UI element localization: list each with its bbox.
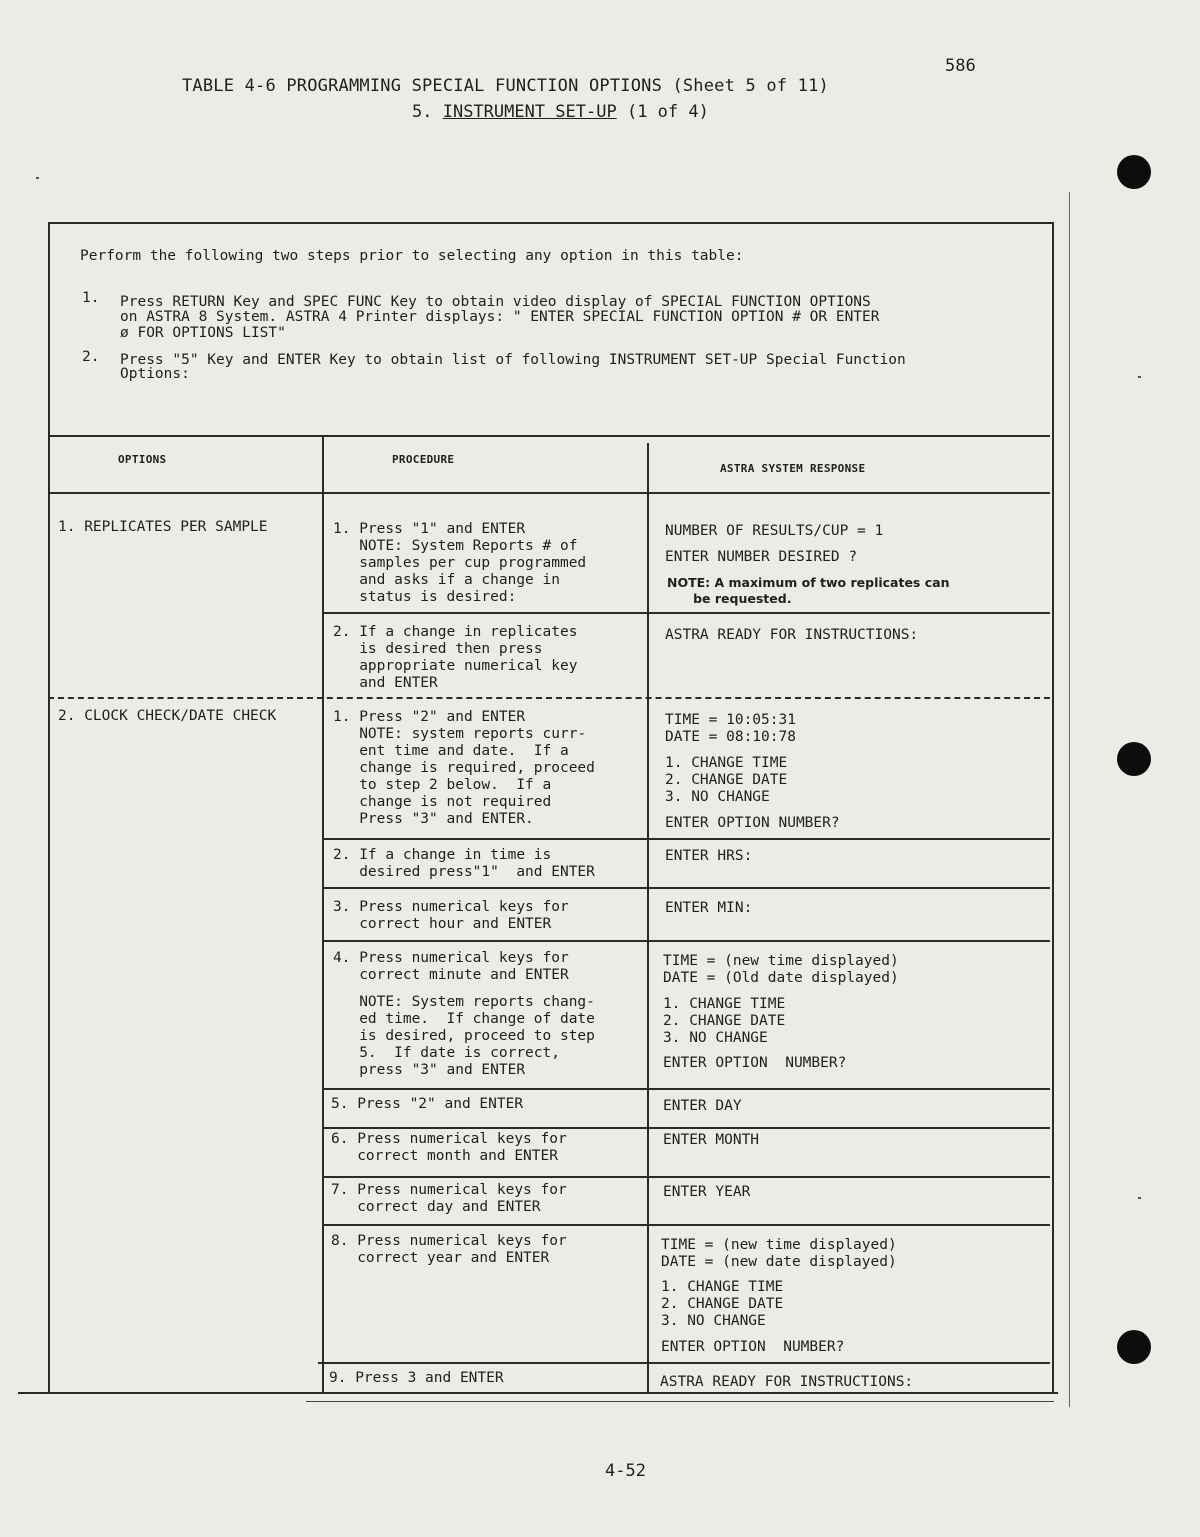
procedure-line: correct month and ENTER (331, 1148, 558, 1164)
grid-line (48, 435, 1050, 437)
grid-line (322, 1176, 1050, 1178)
response-block (665, 712, 796, 746)
page-number: 586 (945, 56, 976, 76)
procedure-line: change is not required (333, 794, 552, 810)
response-line: 2. CHANGE DATE (661, 1296, 784, 1312)
response-line: TIME = 10:05:31 (665, 712, 796, 728)
response-line: ENTER OPTION NUMBER? (661, 1339, 845, 1355)
response-line: 3. NO CHANGE (661, 1313, 766, 1329)
response-line: ENTER OPTION NUMBER? (665, 815, 840, 831)
procedure-line: 5. If date is correct, (333, 1045, 560, 1061)
procedure-line: 7. Press numerical keys for (331, 1182, 567, 1198)
procedure-line: and asks if a change in (333, 572, 560, 588)
procedure-cell (331, 1131, 567, 1165)
response-line: TIME = (new time displayed) (663, 953, 899, 969)
response-line: ASTRA READY FOR INSTRUCTIONS: (665, 627, 919, 643)
procedure-cell (331, 1233, 567, 1267)
procedure-note (333, 994, 595, 1079)
table-bottom-rule (306, 1401, 1054, 1402)
response-line: ENTER HRS: (665, 848, 753, 864)
procedure-line: and ENTER (333, 675, 438, 691)
procedure-cell (331, 1182, 567, 1216)
procedure-line: correct minute and ENTER (333, 967, 569, 983)
procedure-line: correct hour and ENTER (333, 916, 552, 932)
procedure-line: press "3" and ENTER (333, 1062, 526, 1078)
procedure-line: 1. Press "2" and ENTER (333, 709, 526, 725)
section-sheet: (1 of 4) (616, 102, 709, 122)
procedure-cell (333, 709, 595, 828)
response-line: DATE = 08:10:78 (665, 729, 796, 745)
margin-mark (1138, 1197, 1141, 1199)
procedure-cell (333, 624, 577, 692)
grid-line (322, 612, 1050, 614)
binder-hole-bottom (1117, 1330, 1151, 1364)
procedure-line: NOTE: system reports curr- (333, 726, 587, 742)
option-clock-date-check: 2. CLOCK CHECK/DATE CHECK (58, 708, 277, 724)
response-line: ENTER OPTION NUMBER? (663, 1055, 847, 1071)
section-name: INSTRUMENT SET-UP (442, 102, 617, 122)
response-block (665, 755, 787, 806)
response-line: TIME = (new time displayed) (661, 1237, 897, 1253)
response-line: 2. CHANGE DATE (665, 772, 788, 788)
response-line: ENTER MONTH (663, 1132, 760, 1148)
step2-line1: Press "5" Key and ENTER Key to obtain list of following INSTRUMENT SET-UP Special Function (120, 352, 906, 368)
intro-lead: Perform the following two steps prior to selecting any option in this table: (80, 248, 744, 264)
procedure-line: 9. Press 3 and ENTER (329, 1370, 504, 1386)
procedure-line: to step 2 below. If a (333, 777, 552, 793)
response-line: 3. NO CHANGE (665, 789, 770, 805)
note-line: be requested. (667, 591, 792, 606)
procedure-line: NOTE: System Reports # of (333, 538, 578, 554)
binder-hole-top (1117, 155, 1151, 189)
grid-line (48, 697, 1050, 699)
note-line: NOTE: A maximum of two replicates can (667, 575, 950, 590)
procedure-line: samples per cup programmed (333, 555, 587, 571)
response-line: 1. CHANGE TIME (665, 755, 788, 771)
margin-mark (1138, 376, 1141, 378)
response-line: NUMBER OF RESULTS/CUP = 1 (665, 523, 884, 539)
grid-line (322, 1127, 1050, 1129)
option-replicates-per-sample: 1. REPLICATES PER SAMPLE (58, 519, 268, 535)
table-bottom-rule (18, 1392, 1058, 1394)
procedure-line: correct year and ENTER (331, 1250, 550, 1266)
grid-line (322, 1224, 1050, 1226)
grid-line (322, 1088, 1050, 1090)
response-line: ENTER MIN: (665, 900, 753, 916)
table-title: TABLE 4-6 PROGRAMMING SPECIAL FUNCTION OPTIONS (Sheet 5 of 11) (182, 76, 829, 96)
response-line: ENTER YEAR (663, 1184, 751, 1200)
procedure-line: 2. If a change in time is (333, 847, 552, 863)
procedure-line: Press "3" and ENTER. (333, 811, 534, 827)
response-line: 1. CHANGE TIME (661, 1279, 784, 1295)
procedure-line: status is desired: (333, 589, 517, 605)
column-header-options: OPTIONS (118, 453, 167, 466)
right-margin-rule (1069, 192, 1070, 1407)
procedure-cell (333, 899, 569, 933)
procedure-line: correct day and ENTER (331, 1199, 541, 1215)
procedure-line: appropriate numerical key (333, 658, 578, 674)
grid-line (318, 1362, 1050, 1364)
response-line: 2. CHANGE DATE (663, 1013, 786, 1029)
procedure-cell (333, 950, 569, 984)
procedure-line: change is required, proceed (333, 760, 595, 776)
procedure-line: 8. Press numerical keys for (331, 1233, 567, 1249)
column-divider (322, 435, 324, 1392)
procedure-line: is desired, proceed to step (333, 1028, 595, 1044)
procedure-line: ed time. If change of date (333, 1011, 595, 1027)
response-block (661, 1237, 897, 1271)
step2-line2: Options: (120, 366, 190, 382)
response-note (667, 575, 949, 607)
response-block (661, 1279, 783, 1330)
procedure-cell (333, 521, 586, 606)
step1-line1: Press RETURN Key and SPEC FUNC Key to obtain video display of SPECIAL FUNCTION OPTIONS (120, 294, 871, 310)
response-line: ENTER DAY (663, 1098, 742, 1114)
procedure-line: NOTE: System reports chang- (333, 994, 595, 1010)
step1-line3: ø FOR OPTIONS LIST" (120, 325, 286, 341)
column-header-response: ASTRA SYSTEM RESPONSE (720, 462, 866, 475)
section-number: 5. (412, 102, 443, 122)
margin-mark (36, 177, 39, 179)
grid-line (48, 492, 1050, 494)
procedure-line: is desired then press (333, 641, 543, 657)
grid-line (322, 940, 1050, 942)
procedure-line: 4. Press numerical keys for (333, 950, 569, 966)
section-title (412, 102, 709, 122)
procedure-line: ent time and date. If a (333, 743, 569, 759)
response-line: 1. CHANGE TIME (663, 996, 786, 1012)
step2-number: 2. (82, 349, 100, 365)
procedure-line: 5. Press "2" and ENTER (331, 1096, 524, 1112)
procedure-line: 3. Press numerical keys for (333, 899, 569, 915)
response-block (663, 996, 785, 1047)
response-line: 3. NO CHANGE (663, 1030, 768, 1046)
grid-line (322, 887, 1050, 889)
procedure-line: 6. Press numerical keys for (331, 1131, 567, 1147)
binder-hole-middle (1117, 742, 1151, 776)
step1-line2: on ASTRA 8 System. ASTRA 4 Printer displays: " ENTER SPECIAL FUNCTION OPTION # OR ENTER (120, 309, 880, 325)
response-block (663, 953, 899, 987)
procedure-line: desired press"1" and ENTER (333, 864, 595, 880)
response-line: ASTRA READY FOR INSTRUCTIONS: (660, 1374, 914, 1390)
page-footer-label: 4-52 (605, 1461, 646, 1481)
step1-number: 1. (82, 290, 100, 306)
response-line: DATE = (new date displayed) (661, 1254, 897, 1270)
procedure-line: 2. If a change in replicates (333, 624, 578, 640)
column-header-procedure: PROCEDURE (392, 453, 455, 466)
response-line: ENTER NUMBER DESIRED ? (665, 549, 858, 565)
procedure-cell (333, 847, 595, 881)
response-line: DATE = (Old date displayed) (663, 970, 899, 986)
grid-line (322, 838, 1050, 840)
column-divider (647, 443, 649, 1392)
procedure-line: 1. Press "1" and ENTER (333, 521, 526, 537)
